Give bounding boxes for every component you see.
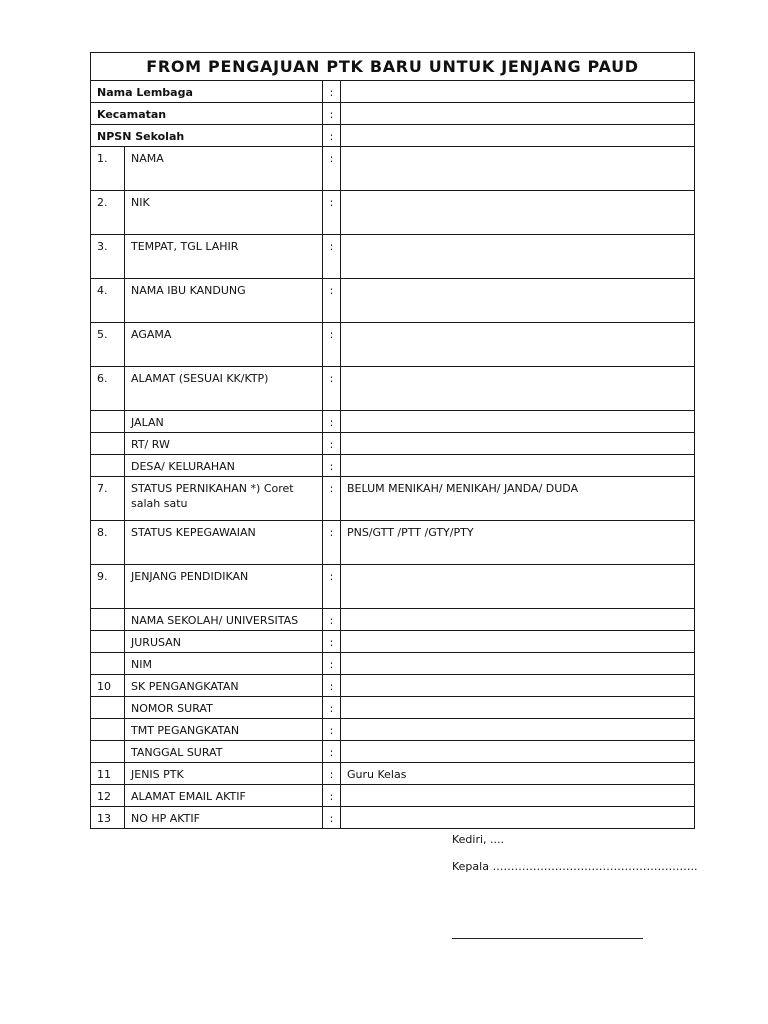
colon: : [323, 477, 341, 521]
form-row [91, 565, 695, 609]
header-value-field[interactable] [341, 103, 695, 125]
colon: : [323, 411, 341, 433]
form-row [91, 675, 695, 697]
form-row [91, 631, 695, 653]
form-row [91, 741, 695, 763]
form-title: FROM PENGAJUAN PTK BARU UNTUK JENJANG PAUD [91, 53, 695, 81]
form-row [91, 521, 695, 565]
row-value-field[interactable]: PNS/GTT /PTT /GTY/PTY [341, 521, 695, 565]
row-label: TMT PEGANGKATAN [125, 719, 323, 741]
row-number: 11 [91, 763, 125, 785]
row-label: STATUS KEPEGAWAIAN [125, 521, 323, 565]
row-label: NAMA IBU KANDUNG [125, 279, 323, 323]
colon: : [323, 763, 341, 785]
colon: : [323, 147, 341, 191]
header-row [91, 125, 695, 147]
form-row [91, 279, 695, 323]
row-number: 1. [91, 147, 125, 191]
form-row [91, 411, 695, 433]
colon: : [323, 807, 341, 829]
row-label: SK PENGANGKATAN [125, 675, 323, 697]
form-row [91, 763, 695, 785]
row-label: AGAMA [125, 323, 323, 367]
row-label: STATUS PERNIKAHAN *) Coret salah satu [125, 477, 323, 521]
signature-place-date: Kediri, .... [452, 833, 505, 846]
row-number: 13 [91, 807, 125, 829]
row-value-field[interactable] [341, 675, 695, 697]
signature-kepala: Kepala ……………………………………………….. [452, 860, 698, 873]
title-row [91, 53, 695, 81]
row-number: 4. [91, 279, 125, 323]
row-number: 2. [91, 191, 125, 235]
row-number [91, 411, 125, 433]
row-number: 12 [91, 785, 125, 807]
row-number [91, 609, 125, 631]
row-value-field[interactable]: Guru Kelas [341, 763, 695, 785]
colon: : [323, 103, 341, 125]
form-row [91, 697, 695, 719]
row-number: 3. [91, 235, 125, 279]
form-row [91, 807, 695, 829]
row-value-field[interactable]: BELUM MENIKAH/ MENIKAH/ JANDA/ DUDA [341, 477, 695, 521]
colon: : [323, 323, 341, 367]
row-label: NO HP AKTIF [125, 807, 323, 829]
header-label: Kecamatan [91, 103, 323, 125]
colon: : [323, 675, 341, 697]
form-row [91, 653, 695, 675]
row-value-field[interactable] [341, 433, 695, 455]
colon: : [323, 125, 341, 147]
row-value-field[interactable] [341, 147, 695, 191]
form-row [91, 477, 695, 521]
row-number [91, 433, 125, 455]
row-value-field[interactable] [341, 455, 695, 477]
row-label: JENIS PTK [125, 763, 323, 785]
colon: : [323, 653, 341, 675]
row-number: 5. [91, 323, 125, 367]
form-row [91, 455, 695, 477]
row-label: ALAMAT EMAIL AKTIF [125, 785, 323, 807]
row-label: NIM [125, 653, 323, 675]
row-value-field[interactable] [341, 653, 695, 675]
form-row [91, 433, 695, 455]
row-number: 10 [91, 675, 125, 697]
row-value-field[interactable] [341, 719, 695, 741]
row-value-field[interactable] [341, 785, 695, 807]
colon: : [323, 279, 341, 323]
row-value-field[interactable] [341, 807, 695, 829]
row-label: JURUSAN [125, 631, 323, 653]
row-value-field[interactable] [341, 323, 695, 367]
row-label: NIK [125, 191, 323, 235]
colon: : [323, 235, 341, 279]
row-number: 6. [91, 367, 125, 411]
row-value-field[interactable] [341, 235, 695, 279]
row-value-field[interactable] [341, 411, 695, 433]
row-value-field[interactable] [341, 279, 695, 323]
form-row [91, 719, 695, 741]
form-row [91, 785, 695, 807]
row-label: RT/ RW [125, 433, 323, 455]
form-row [91, 235, 695, 279]
row-number: 9. [91, 565, 125, 609]
colon: : [323, 455, 341, 477]
colon: : [323, 609, 341, 631]
row-number: 7. [91, 477, 125, 521]
form-row [91, 367, 695, 411]
header-value-field[interactable] [341, 125, 695, 147]
header-row [91, 103, 695, 125]
colon: : [323, 631, 341, 653]
colon: : [323, 697, 341, 719]
header-label: NPSN Sekolah [91, 125, 323, 147]
colon: : [323, 81, 341, 103]
header-row [91, 81, 695, 103]
row-value-field[interactable] [341, 191, 695, 235]
row-number [91, 697, 125, 719]
header-value-field[interactable] [341, 81, 695, 103]
row-label: NAMA SEKOLAH/ UNIVERSITAS [125, 609, 323, 631]
colon: : [323, 521, 341, 565]
colon: : [323, 741, 341, 763]
row-number: 8. [91, 521, 125, 565]
form-row [91, 191, 695, 235]
form-row [91, 609, 695, 631]
colon: : [323, 433, 341, 455]
row-label: TEMPAT, TGL LAHIR [125, 235, 323, 279]
row-number [91, 631, 125, 653]
row-value-field[interactable] [341, 697, 695, 719]
row-number [91, 719, 125, 741]
colon: : [323, 565, 341, 609]
form-row [91, 323, 695, 367]
row-number [91, 653, 125, 675]
row-label: NAMA [125, 147, 323, 191]
row-label: JALAN [125, 411, 323, 433]
colon: : [323, 785, 341, 807]
row-number [91, 741, 125, 763]
row-value-field[interactable] [341, 631, 695, 653]
row-value-field[interactable] [341, 367, 695, 411]
header-label: Nama Lembaga [91, 81, 323, 103]
ptk-form-table [90, 52, 695, 829]
colon: : [323, 191, 341, 235]
row-value-field[interactable] [341, 741, 695, 763]
row-label: NOMOR SURAT [125, 697, 323, 719]
colon: : [323, 367, 341, 411]
row-label: JENJANG PENDIDIKAN [125, 565, 323, 609]
colon: : [323, 719, 341, 741]
row-label: TANGGAL SURAT [125, 741, 323, 763]
row-value-field[interactable] [341, 565, 695, 609]
form-row [91, 147, 695, 191]
row-label: DESA/ KELURAHAN [125, 455, 323, 477]
row-value-field[interactable] [341, 609, 695, 631]
row-label: ALAMAT (SESUAI KK/KTP) [125, 367, 323, 411]
signature-line [452, 938, 643, 939]
row-number [91, 455, 125, 477]
